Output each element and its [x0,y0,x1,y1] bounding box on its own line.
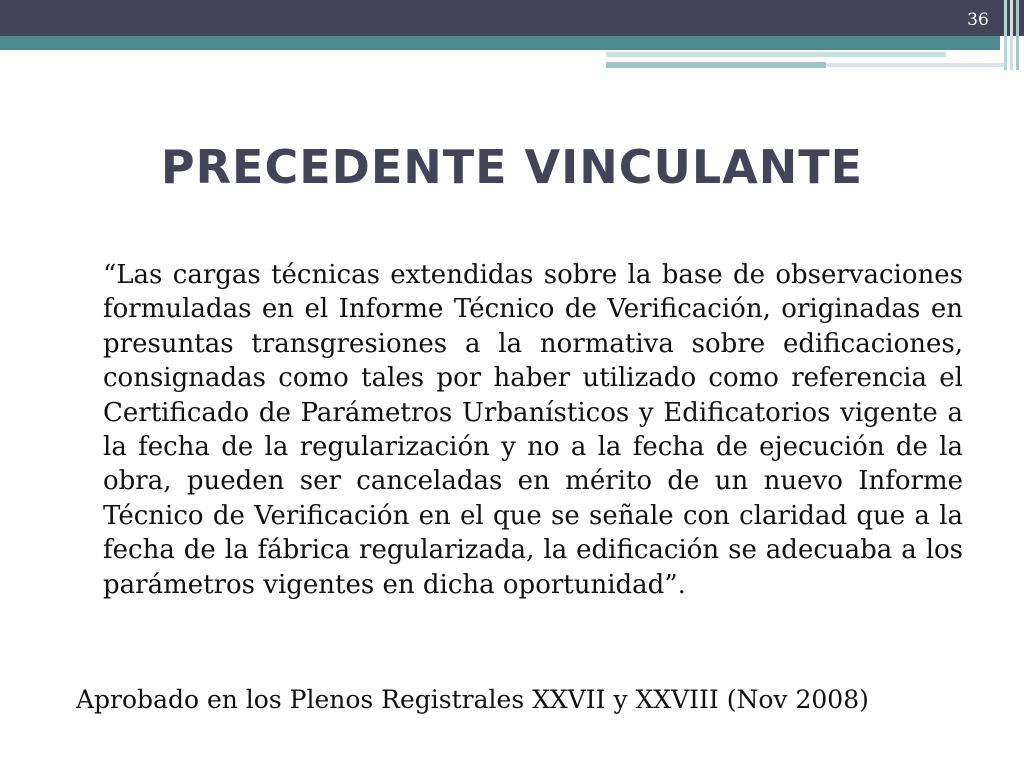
decorative-line [606,62,826,68]
decorative-vertical-bar [1010,0,1013,70]
slide-number: 36 [967,10,989,30]
quote-text: “Las cargas técnicas extendidas sobre la base de observaciones formuladas en el Informe Técnico de Verificación, originadas en presuntas transgresiones a la normativa sobre edificaciones, consignadas como tales por haber utilizado como referencia el Certificado de Parámetros Urbanísticos y Edificatorios vigente a la fecha de la regularización y no a la fecha de ejecución de la obra, pueden ser canceladas en mérito de un nuevo Informe Técnico de Verificación en el que se señale con claridad que a la fecha de la fábrica regularizada, la edificación se adecuaba a los parámetros vigentes en dicha oportunidad”. [103,260,963,600]
header-teal-band [0,36,1000,50]
header-dark-band [0,0,1024,36]
slide-title: PRECEDENTE VINCULANTE [160,140,864,194]
decorative-line [606,52,946,57]
decorative-vertical-bar [1004,0,1007,70]
footnote-text: Aprobado en los Plenos Registrales XXVII y XXVIII (Nov 2008) [76,685,869,714]
decorative-line [826,63,1006,67]
decorative-vertical-bar [1016,0,1019,70]
